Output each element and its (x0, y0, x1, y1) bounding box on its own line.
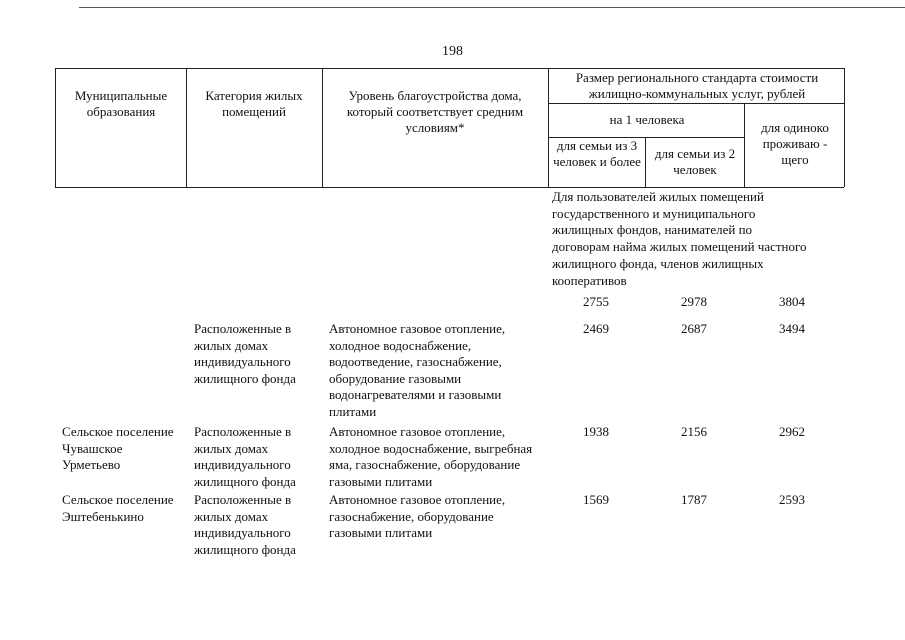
size-header-divider (548, 103, 844, 104)
page-number: 198 (442, 44, 463, 59)
section-value-family2: 2978 (681, 294, 707, 309)
row-family3: 1569 (583, 492, 609, 507)
header-municipality: Муниципальные образования (74, 88, 168, 119)
header-family3: для семьи из 3 человек и более (553, 138, 641, 169)
header-level: Уровень благоустройства дома, который соответствует средним условиям* (346, 88, 524, 135)
section-value-family3: 2755 (583, 294, 609, 309)
right-border (844, 68, 845, 187)
row-municipality: Сельское поселение Чувашское Урметьево (62, 424, 174, 472)
top-rule (79, 7, 905, 8)
header-category: Категория жилых помещений (205, 88, 303, 119)
table-top-border (55, 68, 844, 69)
header-bottom-border (55, 187, 844, 188)
row-single: 2962 (779, 424, 805, 439)
col-divider-2 (322, 68, 323, 187)
row-category: Расположенные в жилых домах индивидуального жилищного фонда (194, 321, 296, 386)
section-note: Для пользователей жилых помещений государственного и муниципального жилищных фондов, нанимателей по договорам найма жилых помещений частного жилищного фонда, членов жилищных кооперативов (552, 189, 807, 288)
row-family2: 1787 (681, 492, 707, 507)
header-family2: для семьи из 2 человек (654, 146, 736, 177)
row-family2: 2156 (681, 424, 707, 439)
row-single: 3494 (779, 321, 805, 336)
row-family3: 2469 (583, 321, 609, 336)
header-size: Размер регионального стандарта стоимости жилищно-коммунальных услуг, рублей (575, 70, 819, 101)
col-divider-4 (645, 137, 646, 187)
row-municipality: Сельское поселение Эштебенькино (62, 492, 174, 524)
row-category: Расположенные в жилых домах индивидуального жилищного фонда (194, 424, 296, 489)
col-divider-3 (548, 68, 549, 187)
row-level: Автономное газовое отопление, холодное водоснабжение, водоотведение, газоснабжение, оборудование газовыми водонагревателями и газовыми плитами (329, 321, 506, 419)
row-level: Автономное газовое отопление, газоснабжение, оборудование газовыми плитами (329, 492, 506, 540)
header-per-person: на 1 человека (609, 112, 685, 127)
row-single: 2593 (779, 492, 805, 507)
left-border (55, 68, 56, 187)
col-divider-1 (186, 68, 187, 187)
row-category: Расположенные в жилых домах индивидуального жилищного фонда (194, 492, 296, 557)
header-single: для одиноко проживаю - щего (761, 120, 829, 167)
row-family2: 2687 (681, 321, 707, 336)
section-value-single: 3804 (779, 294, 805, 309)
row-level: Автономное газовое отопление, холодное водоснабжение, выгребная яма, газоснабжение, оборудование газовыми плитами (329, 424, 533, 489)
row-family3: 1938 (583, 424, 609, 439)
col-divider-5 (744, 103, 745, 187)
